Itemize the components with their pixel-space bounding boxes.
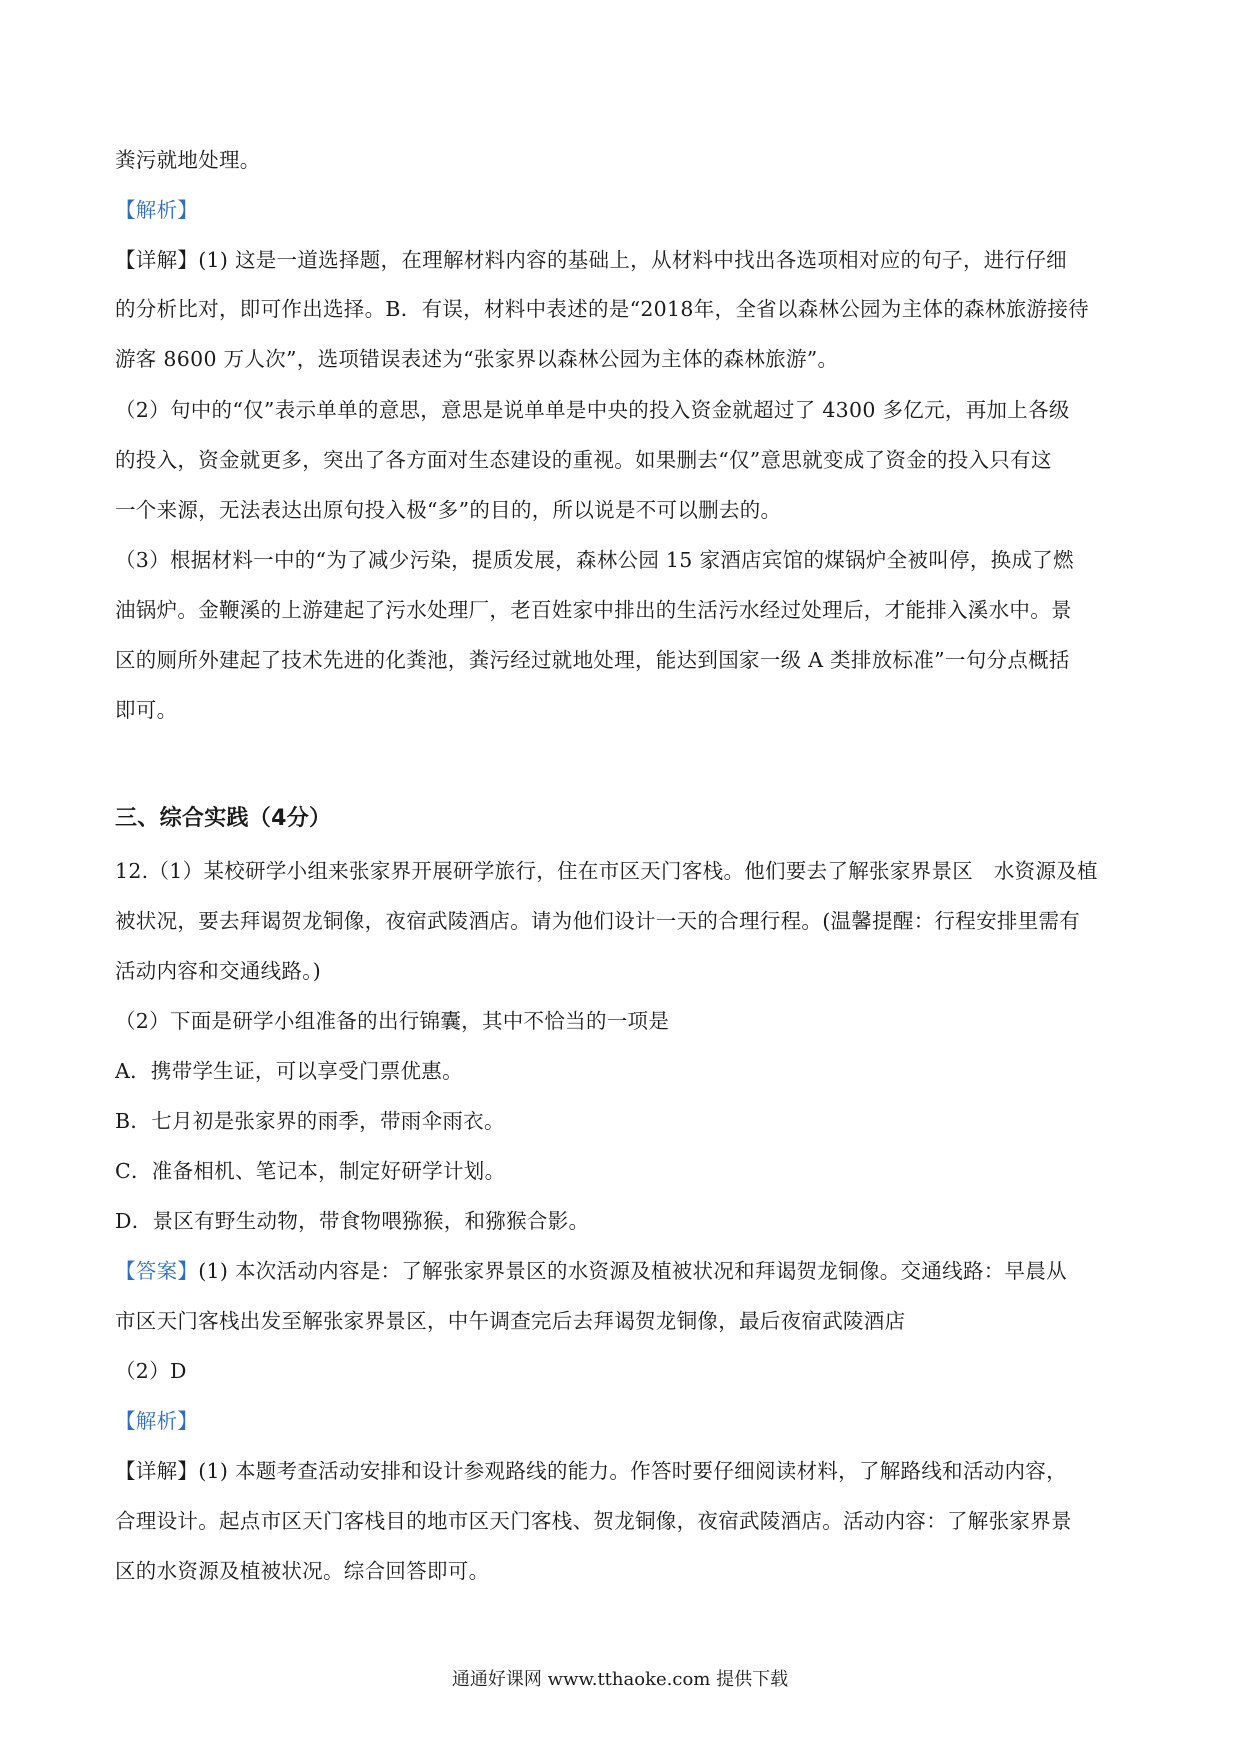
detail-tag: 【详解】 [115,248,199,272]
option-b: B．七月初是张家界的雨季，带雨伞雨衣。 [115,1109,505,1133]
detail-line: 合理设计。起点市区天门客栈目的地市区天门客栈、贺龙铜像，夜宿武陵酒店。活动内容：了解张家界景 [115,1509,1072,1533]
paragraph-line: 游客 8600 万人次”，选项错误表述为“张家界以森林公园为主体的森林旅游”。 [115,347,839,371]
option-d: D．景区有野生动物，带食物喂猕猴，和猕猴合影。 [115,1209,590,1233]
paragraph-line: （3）根据材料一中的“为了减少污染，提质发展，森林公园 15 家酒店宾馆的煤锅炉全被叫停，换成了燃 [115,548,1074,572]
answer-line: （2）D [115,1359,187,1383]
question-line: 12.（1）某校研学小组来张家界开展研学旅行，住在市区天门客栈。他们要去了解张家界景区 水资源及植 [115,859,1098,883]
question-line: （2）下面是研学小组准备的出行锦囊，其中不恰当的一项是 [115,1009,670,1033]
option-a: A．携带学生证，可以享受门票优惠。 [115,1059,463,1083]
answer-line: 市区天门客栈出发至解张家界景区，中午调查完后去拜谒贺龙铜像，最后夜宿武陵酒店 [115,1309,906,1333]
answer-tag: 【答案】 [115,1259,199,1283]
paragraph-line: 区的厕所外建起了技术先进的化粪池，粪污经过就地处理，能达到国家一级 A 类排放标准”一句分点概括 [115,648,1070,672]
detail-line: 区的水资源及植被状况。综合回答即可。 [115,1559,490,1583]
option-c: C．准备相机、笔记本，制定好研学计划。 [115,1159,506,1183]
detail-tag: 【详解】 [115,1459,199,1483]
paragraph-line: （2）句中的“仅”表示单单的意思，意思是说单单是中央的投入资金就超过了 4300 多亿元，再加上各级 [115,398,1070,422]
paragraph-line: 即可。 [115,698,178,722]
detail-text: (1) 这是一道选择题，在理解材料内容的基础上，从材料中找出各选项相对应的句子，进行仔细 [198,248,1067,272]
detail-line [115,1457,1067,1485]
paragraph-line: 的投入，资金就更多，突出了各方面对生态建设的重视。如果删去“仅”意思就变成了资金的投入只有这 [115,448,1052,472]
paragraph-line: 一个来源，无法表达出原句投入极“多”的目的，所以说是不可以删去的。 [115,498,782,522]
section-heading: 三、综合实践（4分） [115,806,332,831]
paragraph-line [115,246,1067,274]
analysis-tag: 【解析】 [115,198,199,222]
paragraph-line: 油锅炉。金鞭溪的上游建起了污水处理厂，老百姓家中排出的生活污水经过处理后，才能排入溪水中。景 [115,598,1072,622]
page-footer: 通通好课网 www.tthaoke.com 提供下载 [451,1669,789,1690]
detail-text: (1) 本题考查活动安排和设计参观路线的能力。作答时要仔细阅读材料，了解路线和活动内容， [198,1459,1067,1483]
paragraph-line: 的分析比对，即可作出选择。B．有误，材料中表述的是“2018年，全省以森林公园为主体的森林旅游接待 [115,297,1089,321]
question-line: 活动内容和交通线路。) [115,959,322,983]
analysis-tag: 【解析】 [115,1409,199,1433]
text-line: 粪污就地处理。 [115,148,261,172]
question-line: 被状况，要去拜谒贺龙铜像，夜宿武陵酒店。请为他们设计一天的合理行程。(温馨提醒：行程安排里需有 [115,909,1081,933]
answer-text: (1) 本次活动内容是：了解张家界景区的水资源及植被状况和拜谒贺龙铜像。交通线路：早晨从 [198,1259,1067,1283]
answer-line [115,1257,1067,1285]
